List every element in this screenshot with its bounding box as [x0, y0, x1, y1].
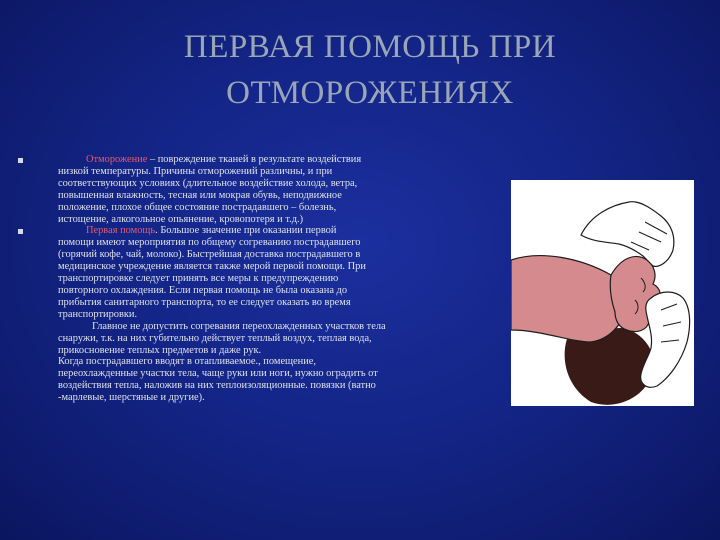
text-line: повторного охлаждения. Если первая помощь не была оказана до	[58, 284, 348, 296]
text-line: . Большое значение при оказании первой	[155, 225, 337, 237]
text-line: -марлевые, шерстяные и другие).	[58, 392, 205, 404]
square-bullet-icon	[18, 229, 23, 234]
definition-line: – повреждение тканей в результате воздействия	[147, 154, 362, 165]
slide-title	[100, 24, 640, 116]
face-warming-hands-illustration	[511, 180, 694, 406]
text-line: медицинское учреждение является также мерой первой помощи. При	[58, 261, 366, 273]
text-line: прикосновение теплых предметов и даже рук.	[58, 344, 262, 356]
bullet-item-frostbite	[18, 154, 470, 166]
slide-body	[18, 154, 470, 404]
text-line: соответствующих условиях (длительное воздействие холода, ветра,	[58, 177, 358, 189]
text-line: Главное не допустить согревания переохлажденных участков тела	[92, 320, 386, 332]
text-line: переохлажденные участки тела, чаще руки или ноги, нужно оградить от	[58, 368, 378, 380]
text-line: прибытия санитарного транспорта, то ее следует оказать во время	[58, 296, 351, 308]
text-line: воздействия тепла, наложив на них теплоизоляционные. повязки (ватно	[58, 380, 376, 392]
text-line: (горячий кофе, чай, молоко). Быстрейшая доставка пострадавшего в	[58, 249, 361, 261]
term-frostbite: Отморожение	[86, 154, 148, 165]
text-line: повышенная влажность, тесная или мокрая обувь, неподвижное	[58, 189, 342, 201]
bullet-item-first-aid	[18, 225, 470, 237]
text-line: истощение, алкогольное опьянение, кровопотеря и т.д.)	[58, 213, 304, 225]
text-line: помощи имеют мероприятия по общему согреванию пострадавшего	[58, 237, 361, 249]
text-line: положение, плохое общее состояние пострадавшего – болезнь,	[58, 201, 337, 213]
bullet-1-text	[18, 166, 470, 226]
text-line: транспортировке следует принять все меры к предупреждению	[58, 273, 339, 285]
text-line: Когда пострадавшего вводят в отапливаемое., помещение,	[58, 356, 316, 368]
square-bullet-icon	[18, 158, 23, 163]
text-line: снаружи, т.к. на них губительно действует теплый воздух, теплая вода,	[58, 332, 372, 344]
text-line: низкой температуры. Причины отморожений различны, и при	[58, 165, 333, 177]
slide-title-line-1: ПЕРВАЯ ПОМОЩЬ ПРИ	[183, 29, 557, 65]
bullet-2-text	[18, 237, 470, 404]
first-aid-illustration	[511, 180, 694, 406]
text-line: транспортировки.	[58, 308, 138, 320]
term-first-aid: Первая помощь	[86, 225, 156, 237]
slide-title-line-2: ОТМОРОЖЕНИЯХ	[226, 75, 514, 111]
